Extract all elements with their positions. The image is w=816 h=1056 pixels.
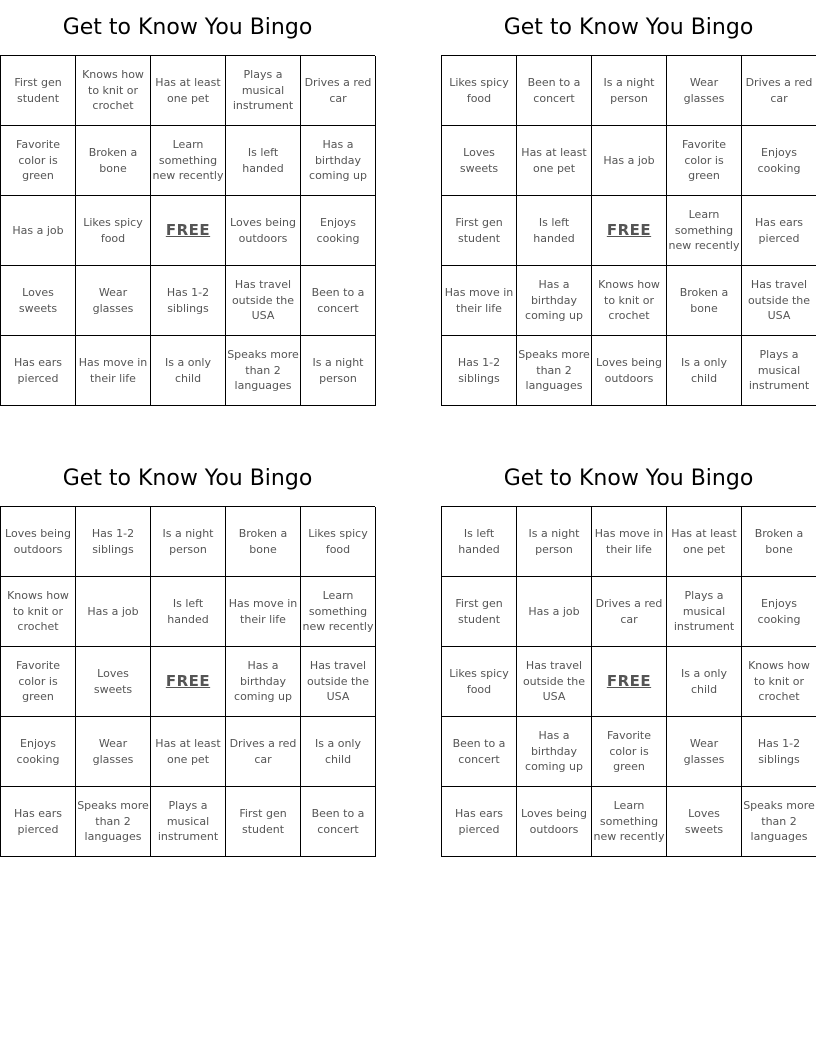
bingo-cell: Plays a musical instrument <box>667 577 742 647</box>
bingo-cell: Learn something new recently <box>667 196 742 266</box>
bingo-cell: Is left handed <box>151 577 226 647</box>
bingo-cell: Is a only child <box>301 717 376 787</box>
bingo-card <box>441 451 816 857</box>
bingo-cell: Favorite color is green <box>1 126 76 196</box>
bingo-cell: Has ears pierced <box>1 787 76 857</box>
free-space: FREE <box>151 647 226 717</box>
bingo-cell: Has 1-2 siblings <box>151 266 226 336</box>
bingo-cell: Has move in their life <box>226 577 301 647</box>
bingo-cell: Enjoys cooking <box>742 126 816 196</box>
bingo-cell: Speaks more than 2 languages <box>226 336 301 406</box>
bingo-cell: Has a job <box>517 577 592 647</box>
bingo-cell: Loves sweets <box>76 647 151 717</box>
bingo-cell: Loves sweets <box>442 126 517 196</box>
bingo-cell: First gen student <box>442 196 517 266</box>
bingo-cell: Has 1-2 siblings <box>442 336 517 406</box>
bingo-cell: Has a job <box>76 577 151 647</box>
bingo-cell: Speaks more than 2 languages <box>742 787 816 857</box>
bingo-cell: Has travel outside the USA <box>226 266 301 336</box>
bingo-cell: Likes spicy food <box>76 196 151 266</box>
bingo-cell: Knows how to knit or crochet <box>76 56 151 126</box>
bingo-cell: Has 1-2 siblings <box>76 507 151 577</box>
bingo-cell: Is a night person <box>517 507 592 577</box>
free-space: FREE <box>592 196 667 266</box>
bingo-cell: Has a birthday coming up <box>517 266 592 336</box>
card-title: Get to Know You Bingo <box>62 15 313 40</box>
bingo-grid <box>441 55 816 406</box>
bingo-cell: Loves sweets <box>667 787 742 857</box>
bingo-cell: Favorite color is green <box>667 126 742 196</box>
bingo-cell: Drives a red car <box>301 56 376 126</box>
bingo-cell: Has at least one pet <box>667 507 742 577</box>
bingo-cell: First gen student <box>226 787 301 857</box>
bingo-cell: Has travel outside the USA <box>301 647 376 717</box>
bingo-cell: Been to a concert <box>301 787 376 857</box>
bingo-cell: Is a only child <box>151 336 226 406</box>
bingo-cell: Has move in their life <box>592 507 667 577</box>
bingo-cell: Has move in their life <box>442 266 517 336</box>
bingo-cell: Likes spicy food <box>442 56 517 126</box>
bingo-cell: Is a night person <box>301 336 376 406</box>
bingo-cell: Has 1-2 siblings <box>742 717 816 787</box>
card-title: Get to Know You Bingo <box>62 466 313 491</box>
bingo-cell: Has at least one pet <box>517 126 592 196</box>
bingo-cell: Drives a red car <box>226 717 301 787</box>
bingo-card <box>0 451 375 857</box>
bingo-cell: Wear glasses <box>667 56 742 126</box>
bingo-cell: Has travel outside the USA <box>742 266 816 336</box>
bingo-cell: Has a birthday coming up <box>226 647 301 717</box>
bingo-cell: Likes spicy food <box>442 647 517 717</box>
bingo-cell: Has ears pierced <box>742 196 816 266</box>
bingo-cell: Has at least one pet <box>151 56 226 126</box>
bingo-cell: Is left handed <box>226 126 301 196</box>
bingo-cell: Learn something new recently <box>301 577 376 647</box>
bingo-cell: Has ears pierced <box>1 336 76 406</box>
bingo-cell: Knows how to knit or crochet <box>592 266 667 336</box>
bingo-grid <box>0 506 375 857</box>
bingo-cell: Wear glasses <box>667 717 742 787</box>
bingo-cell: Has a birthday coming up <box>301 126 376 196</box>
bingo-cell: Is a night person <box>151 507 226 577</box>
bingo-cell: Learn something new recently <box>592 787 667 857</box>
bingo-cell: Loves being outdoors <box>592 336 667 406</box>
bingo-cell: Loves being outdoors <box>1 507 76 577</box>
bingo-cell: Learn something new recently <box>151 126 226 196</box>
bingo-cell: Wear glasses <box>76 717 151 787</box>
bingo-cell: Speaks more than 2 languages <box>76 787 151 857</box>
bingo-cell: Broken a bone <box>226 507 301 577</box>
bingo-cell: Favorite color is green <box>592 717 667 787</box>
bingo-cell: Speaks more than 2 languages <box>517 336 592 406</box>
free-space: FREE <box>151 196 226 266</box>
bingo-cell: Likes spicy food <box>301 507 376 577</box>
bingo-cell: Enjoys cooking <box>1 717 76 787</box>
bingo-cell: Loves sweets <box>1 266 76 336</box>
bingo-cell: Loves being outdoors <box>226 196 301 266</box>
bingo-cell: Has at least one pet <box>151 717 226 787</box>
bingo-cell: First gen student <box>1 56 76 126</box>
bingo-cell: Broken a bone <box>742 507 816 577</box>
bingo-card <box>0 0 375 406</box>
bingo-grid <box>441 506 816 857</box>
bingo-cell: Wear glasses <box>76 266 151 336</box>
card-title: Get to Know You Bingo <box>503 15 754 40</box>
bingo-cell: Has a birthday coming up <box>517 717 592 787</box>
bingo-cell: Broken a bone <box>667 266 742 336</box>
bingo-cell: Is a night person <box>592 56 667 126</box>
bingo-cell: Been to a concert <box>442 717 517 787</box>
bingo-cell: Been to a concert <box>517 56 592 126</box>
card-title: Get to Know You Bingo <box>503 466 754 491</box>
bingo-cell: Been to a concert <box>301 266 376 336</box>
bingo-cell: First gen student <box>442 577 517 647</box>
bingo-cell: Plays a musical instrument <box>151 787 226 857</box>
bingo-cell: Knows how to knit or crochet <box>742 647 816 717</box>
bingo-cell: Enjoys cooking <box>742 577 816 647</box>
bingo-cell: Has move in their life <box>76 336 151 406</box>
bingo-cell: Drives a red car <box>742 56 816 126</box>
bingo-cell: Loves being outdoors <box>517 787 592 857</box>
bingo-cell: Has travel outside the USA <box>517 647 592 717</box>
bingo-cell: Favorite color is green <box>1 647 76 717</box>
bingo-card <box>441 0 816 406</box>
bingo-cell: Enjoys cooking <box>301 196 376 266</box>
bingo-cell: Is left handed <box>517 196 592 266</box>
bingo-grid <box>0 55 375 406</box>
bingo-cell: Has a job <box>1 196 76 266</box>
bingo-cell: Knows how to knit or crochet <box>1 577 76 647</box>
bingo-cell: Has a job <box>592 126 667 196</box>
bingo-cell: Drives a red car <box>592 577 667 647</box>
bingo-cell: Broken a bone <box>76 126 151 196</box>
free-space: FREE <box>592 647 667 717</box>
bingo-cell: Plays a musical instrument <box>742 336 816 406</box>
bingo-cell: Is a only child <box>667 647 742 717</box>
bingo-cell: Is left handed <box>442 507 517 577</box>
bingo-cell: Is a only child <box>667 336 742 406</box>
bingo-cell: Has ears pierced <box>442 787 517 857</box>
bingo-cell: Plays a musical instrument <box>226 56 301 126</box>
